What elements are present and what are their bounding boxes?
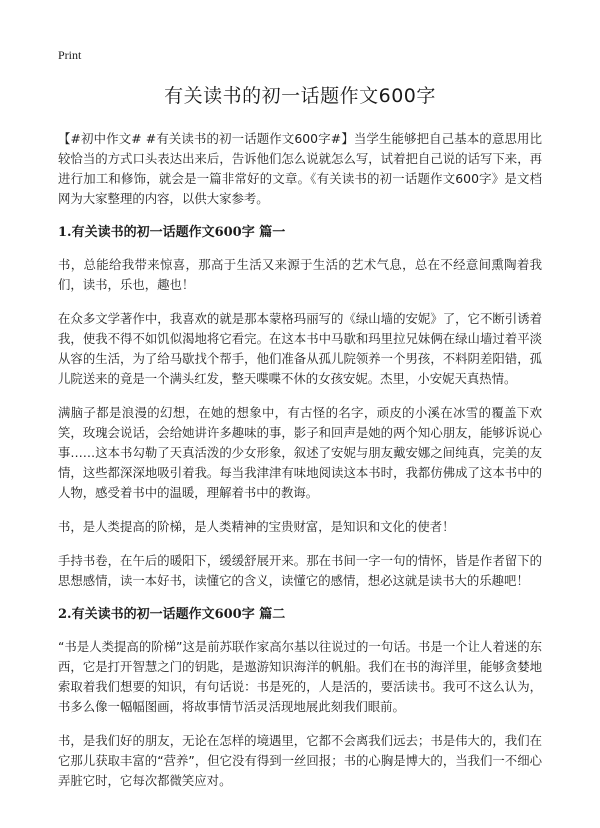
section-2-paragraph-2: 书，是我们好的朋友，无论在怎样的境遇里，它都不会离我们远去；书是伟大的，我们在它那儿获取丰富的“营养”，但它没有得到一丝回报；书的心胸是博大的，当我们一不细心弄脏它时，它每次都微笑应对。 (58, 733, 542, 788)
section-1-paragraph-5: 手持书卷，在午后的暖阳下，缓缓舒展开来。那在书间一字一句的情怀，皆是作者留下的思想感情，读一本好书，读懂它的含义，读懂它的感情，想必这就是读书大的乐趣吧！ (58, 553, 542, 588)
page-title: 有关读书的初一话题作文600字 (164, 85, 436, 107)
section-2-heading: 2.有关读书的初一话题作文600字 篇二 (58, 607, 286, 622)
section-1-paragraph-1: 书，总能给我带来惊喜，那高于生活又来源于生活的艺术气息，总在不经意间熏陶着我们，读书，乐也，趣也！ (58, 257, 542, 292)
section-1-paragraph-4: 书，是人类提高的阶梯，是人类精神的宝贵财富，是知识和文化的使者！ (58, 519, 455, 534)
section-1-paragraph-2: 在众多文学著作中，我喜欢的就是那本蒙格玛丽写的《绿山墙的安妮》了，它不断引诱着我，使我不得不如饥似渴地将它看完。在这本书中马歇和玛里拉兄妹俩在绿山墙过着平淡从容的生活，为了给马歇找个帮手，他们准备从孤儿院领养一个男孩，不料阴差阳错，孤儿院送来的竟是一个满头红发，整天喋喋不休的女孩安妮。杰里，小安妮天真热情。 (58, 311, 542, 386)
section-2-paragraph-1: “书是人类提高的阶梯”这是前苏联作家高尔基以往说过的一句话。书是一个让人着迷的东西，它是打开智慧之门的钥匙，是遨游知识海洋的帆船。我们在书的海洋里，能够贪婪地索取着我们想要的知识，有句话说：书是死的，人是活的，要活读书。我可不这么认为，书多么像一幅幅图画，将故事情节活灵活现地展此刻我们眼前。 (58, 639, 542, 714)
intro-paragraph: 【#初中作文# #有关读书的初一话题作文600字#】当学生能够把自己基本的意思用比较恰当的方式口头表达出来后，告诉他们怎么说就怎么写，试着把自己说的话写下来，再进行加工和修饰，就会是一篇非常好的文章。《有关读书的初一话题作文600字》是文档网为大家整理的内容，以供大家参考。 (58, 131, 542, 206)
print-link[interactable]: Print (58, 48, 82, 62)
section-1-paragraph-3: 满脑子都是浪漫的幻想，在她的想象中，有古怪的名字，顽皮的小溪在冰雪的覆盖下欢笑，玫瑰会说话，会给她讲许多趣味的事，影子和回声是她的两个知心朋友，能够诉说心事……这本书勾勒了天真活泼的少女形象，叙述了安妮与朋友戴安娜之间纯真，完美的友情，这些都深深地吸引着我。每当我津津有味地阅读这本书时，我都仿佛成了这本书中的人物，感受着书中的温暖，理解着书中的教诲。 (58, 405, 542, 500)
section-1-heading: 1.有关读书的初一话题作文600字 篇一 (58, 225, 286, 240)
